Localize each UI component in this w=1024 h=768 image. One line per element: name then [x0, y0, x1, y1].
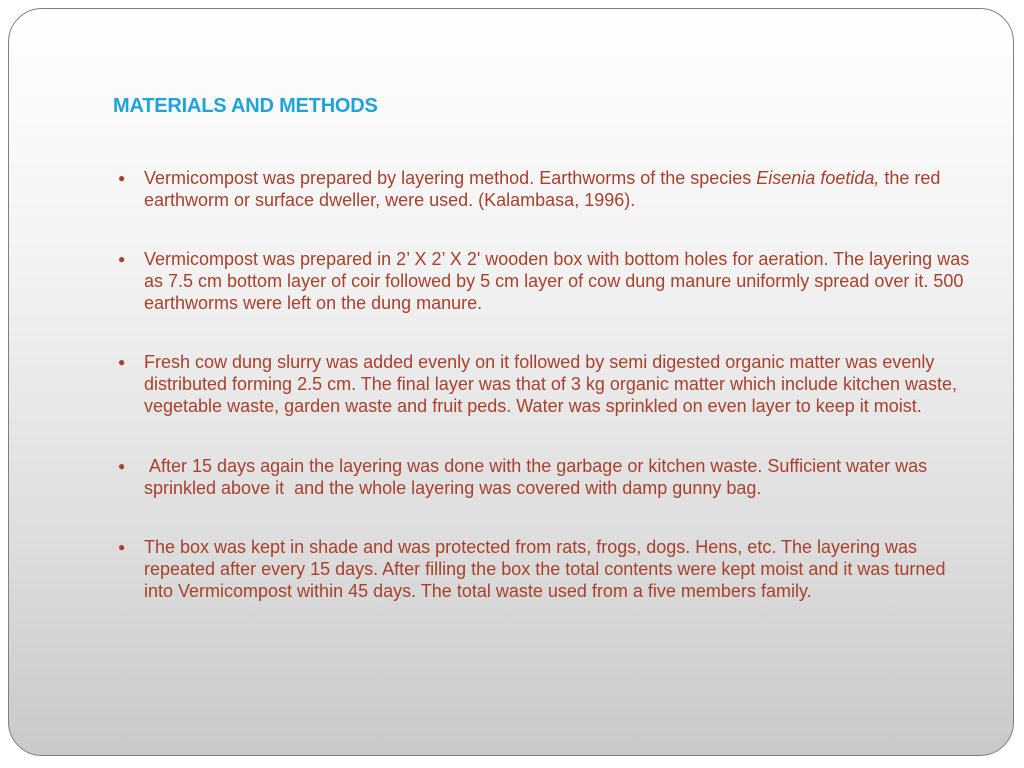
- bullet-text: Vermicompost was prepared by layering method. Earthworms of the species: [144, 168, 757, 188]
- bullet-item-3: [113, 351, 973, 417]
- bullet-dot-icon: ●: [118, 459, 126, 473]
- slide-frame: [8, 8, 1014, 756]
- bullet-list: [113, 167, 973, 639]
- bullet-item-4: [113, 455, 973, 499]
- bullet-text: The box was kept in shade and was protected from rats, frogs, dogs. Hens, etc. The layering was repeated after every 15 days. After filling the box the total contents were kept moist and it was turned into Vermicompost within 45 days. The total waste used from a five members family.: [144, 537, 946, 601]
- bullet-text: Vermicompost was prepared in 2’ X 2’ X 2' wooden box with bottom holes for aeration. The layering was as 7.5 cm bottom layer of coir followed by 5 cm layer of cow dung manure uniformly spread over it. 500 earthworms were left on the dung manure.: [144, 249, 970, 313]
- bullet-dot-icon: ●: [118, 171, 126, 185]
- bullet-item-2: [113, 248, 973, 314]
- bullet-text: the red earthworm or surface dweller, were used. (Kalambasa, 1996).: [144, 168, 941, 210]
- slide-title: MATERIALS AND METHODS: [113, 95, 378, 117]
- bullet-item-1: [113, 167, 973, 211]
- bullet-dot-icon: ●: [118, 252, 126, 266]
- bullet-dot-icon: ●: [118, 355, 126, 369]
- bullet-item-5: [113, 536, 973, 602]
- bullet-text: After 15 days again the layering was done with the garbage or kitchen waste. Sufficient water was sprinkled above it and the whole layering was covered with damp gunny bag.: [144, 456, 933, 498]
- bullet-text: Fresh cow dung slurry was added evenly on it followed by semi digested organic matter was evenly distributed forming 2.5 cm. The final layer was that of 3 kg organic matter which include kitchen waste, vegetable waste, garden waste and fruit peds. Water was sprinkled on even layer to keep it moist.: [144, 352, 958, 416]
- species-name: Eisenia foetida,: [756, 168, 880, 188]
- bullet-dot-icon: ●: [118, 540, 126, 554]
